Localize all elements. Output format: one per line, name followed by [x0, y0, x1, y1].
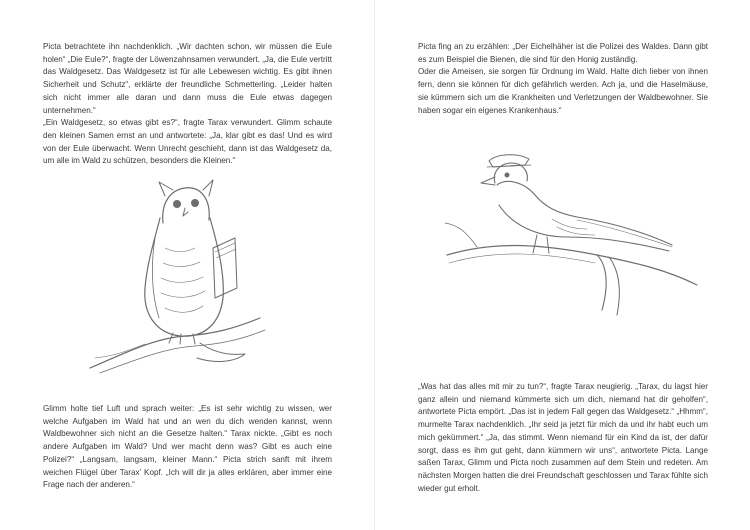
owl-illustration: [85, 178, 285, 378]
paragraph: „Was hat das alles mit mir zu tun?“, fragte Tarax neugierig. „Tarax, du lagst hier ganz allein und niemand kümmerte sich um dich, niemand hat dir geholfen“, antwortete Picta empört. „Das ist in jedem Fall gegen das Waldgesetz.“ „Hhmm“, murmelte Tarax nachdenklich. „Ihr seid ja jetzt für mich da und ihr habt euch um mich gekümmert.“ „Ja, das stimmt. Wenn niemand für ein Kind da ist, der dafür sorgt, dass es ihm gut geht, dann kümmern wir uns“, antwortete Picta. Lange saßen Tarax, Glimm und Picta noch zusammen auf dem Stein und redeten. Am nächsten Morgen hatten die drei Freundschaft geschlossen und Tarax fühlte sich wieder gut erholt.: [418, 382, 708, 493]
right-page: [375, 0, 750, 530]
paragraph: „Ein Waldgesetz, so etwas gibt es?“, fragte Tarax verwundert. Glimm schaute den kleinen Samen ernst an und antwortete: „Ja, klar gibt es das! Und es wird von der Eule überwacht. Wenn Unrecht geschieht, dann ist das Waldgesetz da, um alle im Wald zu schützen, besonders die Kleinen.“: [43, 118, 332, 166]
left-top-text: [43, 41, 332, 168]
right-bottom-text: [418, 381, 708, 495]
paragraph: Picta betrachtete ihn nachdenklich. „Wir dachten schon, wir müssen die Eule holen“ „Die Eule?“, fragte der Löwenzahnsamen verwundert. „Ja, die Eule vertritt das Waldgesetz. Das Waldgesetz ist für alle Lebewesen wichtig. Es gibt ihnen Sicherheit und Schutz“, erklärte der freundliche Schmetterling. „Leider halten sich nicht immer alle daran und dann muss die Eule etwas dagegen unternehmen.“: [43, 42, 332, 115]
jay-drawing: [437, 145, 707, 320]
right-top-text: [418, 41, 708, 117]
owl-drawing: [85, 178, 285, 378]
left-bottom-text: [43, 403, 332, 492]
jay-police-illustration: [437, 145, 707, 320]
paragraph: Picta fing an zu erzählen: „Der Eichelhäher ist die Polizei des Waldes. Dann gibt es zum Beispiel die Bienen, die sind für den Honig zuständig.: [418, 42, 708, 64]
paragraph: Oder die Ameisen, sie sorgen für Ordnung im Wald. Halte dich lieber von ihnen fern, denn sie können für dich gefährlich werden. Ach ja, und die Haselmäuse, sie kümmern sich um die Krankheiten und Verletzungen der Waldbewohner. Sie haben sogar ein eigenes Krankenhaus.“: [418, 67, 708, 115]
paragraph: Glimm holte tief Luft und sprach weiter: „Es ist sehr wichtig zu wissen, wer welche Aufgaben im Wald hat und an wen du dich wenden kannst, wenn Waldbewohner sich nicht an die Gesetze halten.“ Tarax nickte. „Gibt es noch andere Aufgaben im Wald? Und wer macht denn was? Gibt es auch eine Polizei?“ „Langsam, langsam, kleiner Mann.“ Picta strich sanft mit ihrem weichen Flügel über Tarax’ Kopf. „Ich will dir ja alles erklären, aber immer eine Frage nach der anderen.“: [43, 404, 332, 490]
